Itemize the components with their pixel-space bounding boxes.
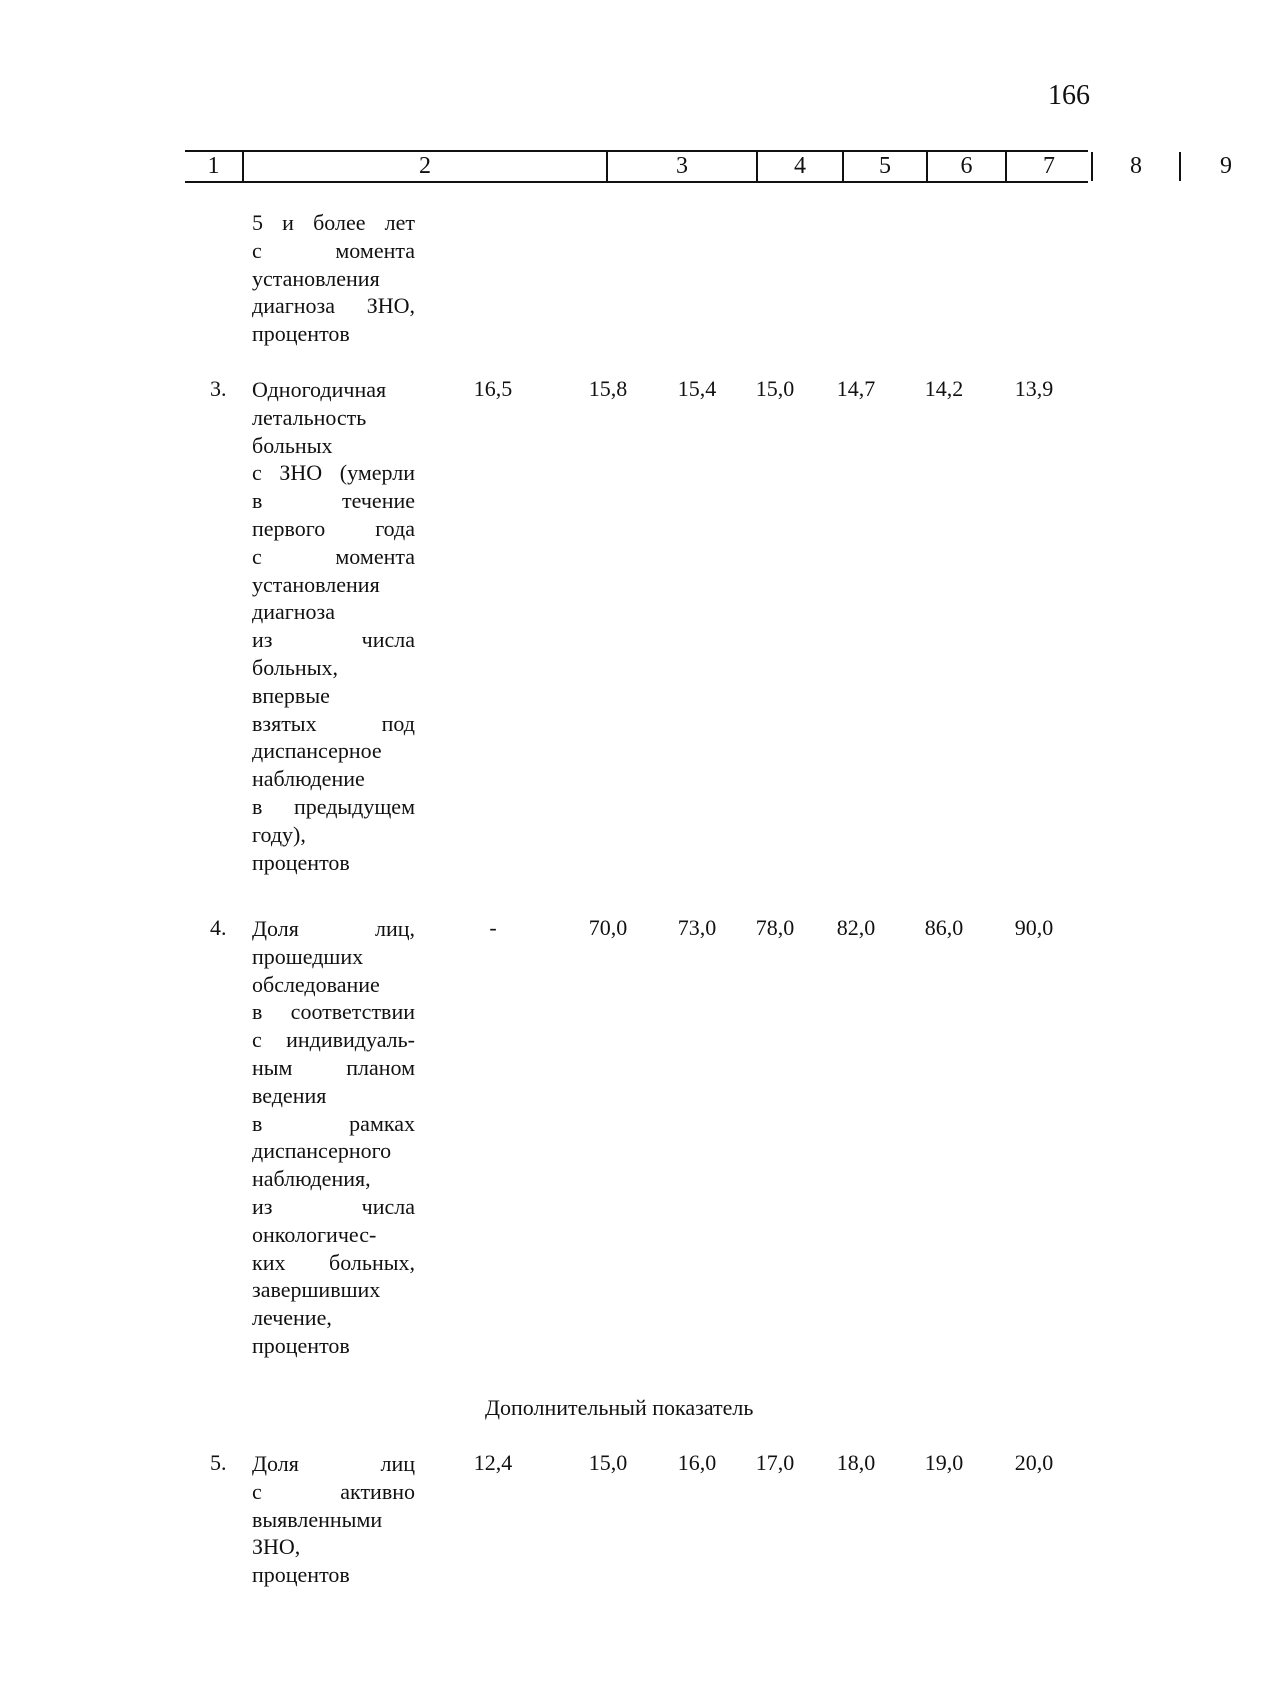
row-number: 5. [210,1450,227,1475]
description-line: с момента [252,543,415,569]
value-cell-col-5: 16,0 [677,1450,717,1475]
header-col-1: 1 [207,153,220,179]
value-cell-col-7: 14,7 [836,376,876,401]
value-cell-col-3: 16,5 [473,376,513,401]
value-cell-col-9: 90,0 [1014,915,1054,940]
description-line: в рамках [252,1110,415,1136]
row-description [252,209,415,348]
description-line: в соответствии [252,999,415,1025]
description-line: в предыдущем [252,793,415,819]
row-description [252,1450,415,1589]
description-line: диспансерного [252,1138,392,1164]
description-line: ведения [252,1082,327,1108]
description-line: больных, [252,654,338,680]
header-col-4: 4 [794,153,806,179]
section-title: Дополнительный показатель [485,1395,754,1420]
header-col-6: 6 [960,153,973,179]
row-description [252,376,415,876]
description-line: году), [252,821,306,847]
description-line: ным планом [252,1054,415,1080]
description-line: завершивших [252,1277,381,1303]
value-cell-col-4: 70,0 [588,915,628,940]
row-number: 4. [210,915,227,940]
header-col-7: 7 [1043,153,1055,179]
description-line: Доля лиц, [252,916,415,941]
row-description [252,915,415,1360]
description-line: диагноза [252,599,335,625]
description-line: обследование [252,971,380,997]
description-line: больных [252,432,333,458]
header-col-8: 8 [1130,153,1142,179]
value-cell-col-3: 12,4 [473,1450,513,1475]
value-cell-col-9: 20,0 [1014,1450,1054,1475]
description-line: процентов [252,321,350,347]
header-col-2: 2 [419,153,431,179]
value-cell-col-4: 15,0 [588,1450,628,1475]
description-line: выявленными [252,1506,383,1532]
value-cell-col-9: 13,9 [1014,376,1054,401]
description-line: процентов [252,1332,350,1358]
value-cell-col-6: 15,0 [755,376,795,401]
description-line: ЗНО, [252,1534,301,1560]
value-cell-col-8: 14,2 [924,376,964,401]
header-col-9: 9 [1220,153,1232,179]
description-line: диагноза ЗНО, [252,293,415,319]
value-cell-col-5: 15,4 [677,376,717,401]
description-line: с момента [252,237,415,263]
description-line: Одногодичная [252,377,387,402]
row-number: 3. [210,376,227,401]
description-line: онкологичес- [252,1221,377,1247]
description-line: летальность [252,404,367,430]
description-line: прошедших [252,943,364,969]
description-line: с индивидуаль- [252,1027,415,1053]
description-line: из числа [252,1193,415,1219]
description-line: процентов [252,1562,350,1588]
table-header [185,150,1232,183]
description-line: из числа [252,627,415,653]
header-col-3: 3 [676,153,688,179]
description-line: первого года [252,515,415,541]
description-line: лечение, [252,1305,332,1331]
page-number: 166 [1048,80,1090,111]
value-cell-col-8: 86,0 [924,915,964,940]
description-line: впервые [252,682,330,708]
value-cell-col-8: 19,0 [924,1450,964,1475]
description-line: взятых под [252,710,415,736]
description-line: наблюдения, [252,1166,371,1192]
header-col-5: 5 [879,153,891,179]
description-line: Доля лиц [252,1451,415,1476]
description-line: установления [252,265,380,291]
value-cell-col-4: 15,8 [588,376,628,401]
value-cell-col-6: 17,0 [755,1450,795,1475]
description-line: с активно [252,1478,415,1504]
value-cell-col-3: - [489,915,497,940]
description-line: в течение [252,488,415,514]
description-line: наблюдение [252,766,365,792]
description-line: 5 и более лет [252,210,415,235]
value-cell-col-7: 18,0 [836,1450,876,1475]
value-cell-col-7: 82,0 [836,915,876,940]
description-line: ких больных, [252,1249,415,1275]
description-line: диспансерное [252,738,382,764]
description-line: установления [252,571,380,597]
description-line: с ЗНО (умерли [252,460,415,486]
value-cell-col-6: 78,0 [755,915,795,940]
description-line: процентов [252,849,350,875]
value-cell-col-5: 73,0 [677,915,717,940]
